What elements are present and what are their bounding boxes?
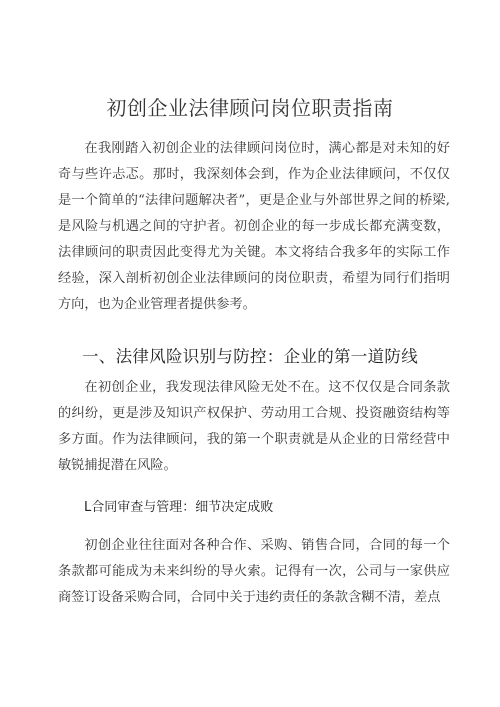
document-title: 初创企业法律顾问岗位职责指南	[106, 96, 394, 120]
intro-paragraph: 在我刚踏入初创企业的法律顾问岗位时，满心都是对未知的好奇与些许忐忑。那时，我深刻体会到，作为企业法律顾问，不仅仅是一个简单的“法律问题解决者”，更是企业与外部世界之间的桥梁,是风险与机遇之间的守护者。初创企业的每一步成长都充满变数，法律顾问的职责因此变得尤为关键。本文将结合我多年的实际工作经验，深入剖析初创企业法律顾问的岗位职责，希望为同行们指明方向，也为企业管理者提供参考。	[58, 141, 450, 312]
subsection-paragraph: 初创企业往往面对各种合作、采购、销售合同，合同的每一个条款都可能成为未来纠纷的导火索。记得有一次，公司与一家供应商签订设备采购合同，合同中关于违约责任的条款含糊不清，差点	[58, 538, 450, 605]
subsection-heading: L合同审查与管理：细节决定成败	[84, 500, 274, 515]
section-heading: 一、法律风险识别与防控：企业的第一道防线	[82, 347, 418, 366]
section-paragraph: 在初创企业，我发现法律风险无处不在。这不仅仅是合同条款的纠纷，更是涉及知识产权保护、劳动用工合规、投资融资结构等多方面。作为法律顾问，我的第一个职责就是从企业的日常经营中敏锐捕捉潜在风险。	[58, 380, 450, 473]
